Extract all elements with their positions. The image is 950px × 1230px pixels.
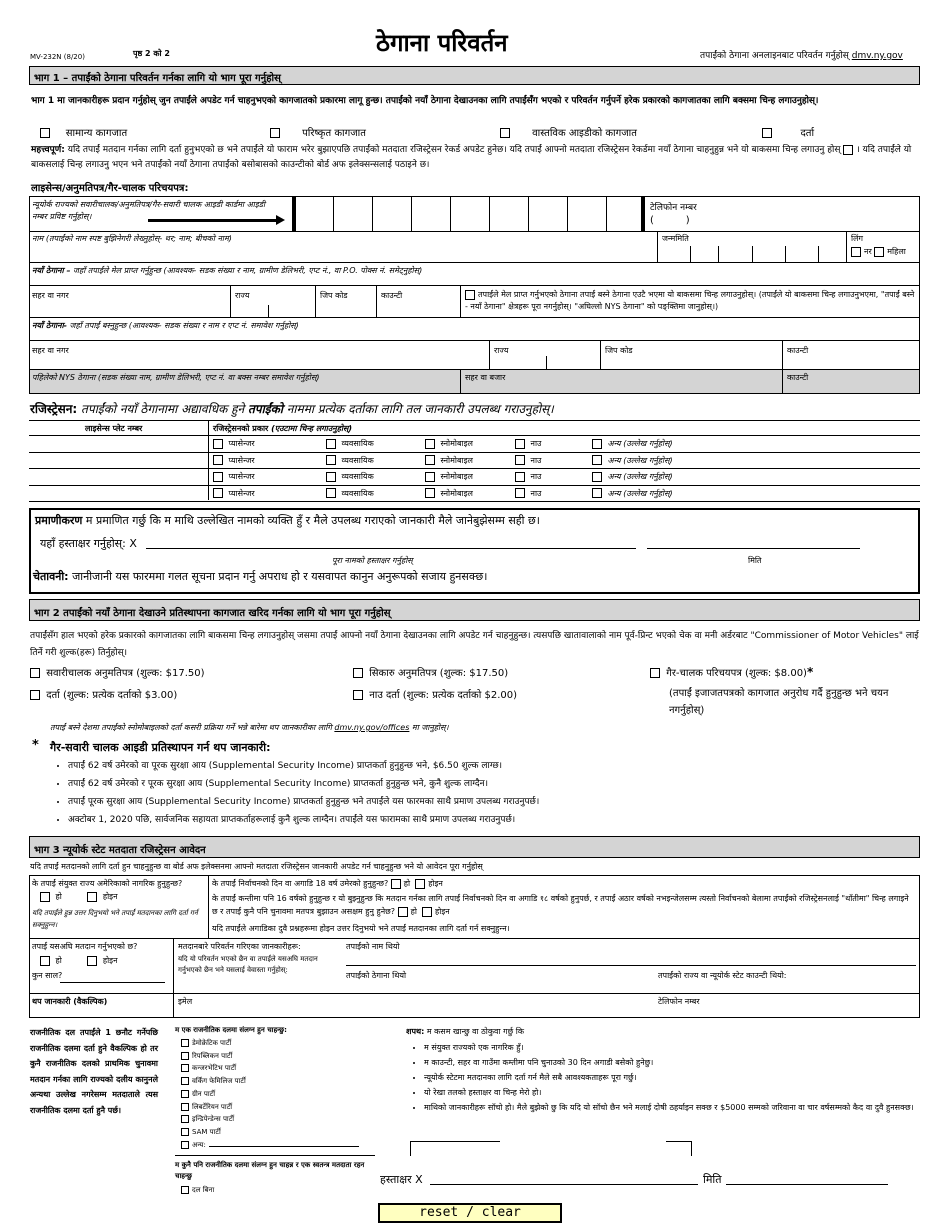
reg-type-option[interactable]: व्यवसायिक: [326, 488, 374, 499]
list-item: • माथिको जानकारीहरू सॉचो हो। मैले बुझेको छु कि यदि यो सॉचो छैन भने मलाई दोषी ठहर्याइन सक्छ र $5000 सम्मको जरिवाना वा चार वर्षसम्मको कैद वा दुवै हुनसक्छ।: [424, 1100, 934, 1115]
sex-label: लिंग: [851, 234, 863, 243]
same-address-checkbox: [465, 290, 475, 300]
zip-label: जिप कोड: [320, 291, 348, 300]
id-end-bar: [641, 196, 645, 232]
reg-type-option[interactable]: अन्य (उल्लेख गर्नुहोस्): [592, 488, 673, 499]
prev-state-label: तपाईंको राज्य वा न्यूयोर्क स्टेट काउन्टी थियो:: [658, 971, 787, 980]
new-live-label: नयाँ ठेगाना- जहाँ तपाईं बस्नुहुन्छ (आवश्यक- सडक संख्या र नाम र एप्ट नं. समावेश गर्नुहोस्): [32, 321, 299, 330]
party-option[interactable]: रिपब्लिकन पार्टी: [181, 1050, 359, 1063]
town-label: सहर वा बजार: [465, 373, 506, 382]
changed-info-label: मतदानबारे परिवर्तन गरिएका जानकारीहरू:: [178, 942, 301, 951]
age-detail[interactable]: के तपाईं कन्तीमा पनि 16 वर्षको हुनुहुन्छ र यो बुझ्नुहुन्छ कि मतदान गर्नका लागि तपाईं निर्वाचनको दिन वा अगाडि १८ वर्षको हुनुपर्छ, र तपाईं अठार वर्षको नभइन्जेलसम्म त्यस्तो निर्वाचनको बेलामा तपाईंको रजिस्ट्रेसनलाई "थाँतीमा" चिन्ह लगाइने छ र तपाईं कुनै पनि चुनावमा मतपत्र बुझाउन असक्षम हुनु हुनेछ? हो होइन: [212, 894, 909, 916]
list-item: • तपाईं पूरक सुरक्षा आय (Supplemental Security Income) प्राप्तकर्ता हुनुहुन्छ भने तपाईंले यस फारमका साथै प्रमाण उपलब्ध गराउनुपर्छ।: [68, 793, 928, 811]
list-item: • यो रेखा तलको हस्ताक्षर वा चिन्ह मेरो हो।: [424, 1085, 934, 1100]
phone-input[interactable]: ( ): [650, 215, 690, 226]
party-option[interactable]: लिबर्टेरियन पार्टी: [181, 1101, 359, 1114]
prev-address-label: पहिलेको NYS ठेगाना (सडक संख्या नाम, ग्रामीण डेलिभरी, एप्ट नं. वा बक्स नम्बर समावेश गर्नुहोस्): [32, 373, 320, 382]
certification-text: प्रमाणीकरण म प्रमाणित गर्छु कि म माथि उल्लेखित नामको व्यक्ति हुँ र मैले उपलब्ध गराएको जानकारी मैले जानेबुझेसम्म सही छ।: [35, 514, 540, 527]
part2-heading: भाग 2 तपाईंको नयाँ ठेगाना देखाउने प्रतिस्थापना कागजात खरिद गर्नका लागि यो भाग पूरा गर्नुहोस्: [29, 599, 920, 621]
checkbox[interactable]: [40, 128, 50, 138]
reg-type-option[interactable]: व्यवसायिक: [326, 455, 374, 466]
list-item: • तपाईं 62 वर्ष उमेरको वा पूरक सुरक्षा आय (Supplemental Security Income) प्राप्तकर्ता हुनुहुन्छ भने, $6.50 शुल्क लाग्छ।: [68, 757, 928, 775]
part1-heading: भाग 1 – तपाईंको ठेगाना परिवर्तन गर्नका लागि यो भाग पूरा गर्नुहोस्: [29, 66, 920, 85]
reg-type-option[interactable]: नाउ: [515, 455, 541, 466]
reg-type-option[interactable]: अन्य (उल्लेख गर्नुहोस्): [592, 471, 673, 482]
online-note: तपाईंको ठेगाना अनलाइनबाट परिवर्तन गर्नुहोस् dmv.ny.gov: [700, 51, 903, 61]
sex-options[interactable]: नर महिला: [851, 246, 906, 257]
prev-name-line[interactable]: [346, 965, 916, 966]
extra-info-box: [29, 993, 920, 1018]
reg-type-option[interactable]: प्यासेन्जर: [213, 471, 255, 482]
county-label: काउन्टी: [787, 373, 809, 382]
reg-type-option[interactable]: व्यवसायिक: [326, 438, 374, 449]
oath-list: [408, 1040, 934, 1115]
reg-row-divider: [29, 468, 920, 469]
full-sig-label: पूरा नामको हस्ताक्षर गर्नुहोस्: [332, 556, 413, 565]
reg-type-option[interactable]: नाउ: [515, 471, 541, 482]
new-mail-label: नयाँ ठेगाना – जहाँ तपाईंले मेल प्राप्त गर्नुहुन्छ (आवश्यक- सडक संख्या र नाम, ग्रामीण डेलिभरी, एप्ट नं., वा P.O. पोक्स नं. समेट्नुहोस्): [32, 266, 423, 275]
id-start-bar: [292, 196, 296, 232]
date-label: मिति: [748, 556, 762, 565]
phone-label: टेलिफोन नम्बर: [650, 203, 697, 213]
party-option[interactable]: इन्डिपेन्डेन्स पार्टी: [181, 1113, 359, 1126]
page-number: पृष्ठ 2 को 2: [133, 49, 170, 58]
party-heading: म एक राजनीतिक दलमा संलग्न हुन चाहन्छु:: [175, 1026, 287, 1034]
reg-row-divider: [29, 452, 920, 453]
voting-history-box: [29, 938, 920, 994]
reg-type-option[interactable]: स्नोमोबाइल: [425, 471, 473, 482]
no-party-heading: म कुनै पनि राजनीतिक दलमा संलग्न हुन चाहन्न र एक स्वतन्त्र मतदाता रहन चाहन्छु: [175, 1161, 365, 1180]
reg-type-option[interactable]: प्यासेन्जर: [213, 488, 255, 499]
license-heading: लाइसेन्स/अनुमतिपत्र/गैर-चालक परिचयपत्र:: [31, 183, 189, 194]
list-item: • म काउन्टी, सहर वा गाउँमा कम्तीमा पनि चुनाउको 30 दिन अगाडी बसेको हुनेछु।: [424, 1055, 934, 1070]
reg-type-option[interactable]: नाउ: [515, 488, 541, 499]
part1-intro: भाग 1 मा जानकारीहरू प्रदान गर्नुहोस् जुन तपाईंले अपडेट गर्न चाहनुभएको कागजातको प्रकारमा लागू हुन्छ। तपाईंको नयाँ ठेगाना देखाउनका लागि तपाईंसँग भएको र परिवर्तन गर्नुपर्ने हरेक प्रकारको कागजातका लागि बक्समा चिन्ह लगाउनुहोस्।: [31, 96, 819, 106]
reg-type-option[interactable]: प्यासेन्जर: [213, 455, 255, 466]
citizen-yes-no[interactable]: हो होइन: [40, 891, 118, 902]
reg-type-header: रजिस्ट्रेसनको प्रकार (एउटामा चिन्ह लगाउनुहोस्): [213, 424, 353, 433]
star-icon: *: [32, 738, 39, 753]
list-item: • अक्टोबर 1, 2020 पछि, सार्वजनिक सहायता प्राप्तकर्ताहरूलाई कुनै शुल्क लाग्दैन। तपाईंले यस फारामका साथै प्रमाण उपलब्ध गराउनुपर्छ।: [68, 811, 928, 829]
opt-note: (तपाईं इजाजतपत्रको कागजात अनुरोध गर्दै हुनुहुन्छ भने चयन नगर्नुहोस्): [669, 688, 889, 716]
part3-intro: यदि तपाईं मतदानको लागि दर्ता हुन चाहनुहुन्छ वा बोर्ड अफ इलेक्सनमा आफ्नो मतदाता रजिस्ट्रेसन जानकारी अपडेट गर्न चाहनुहुन्छ भने यो आवेदन पूरा गर्नुहोस्: [30, 862, 483, 871]
voter-signature-line[interactable]: [430, 1184, 698, 1185]
reg-row-divider: [29, 501, 920, 502]
party-option[interactable]: SAM पार्टी: [181, 1126, 359, 1139]
voted-question: तपाईं यसअघि मतदान गर्नुभएको छ?: [32, 942, 138, 951]
citizen-question: के तपाईं संयुक्त राज्य अमेरिकाको नागरिक हुनुहुन्छ?: [32, 879, 183, 888]
oath-heading: शपथ: म कसम खान्छु वा ठोकुवा गर्छु कि: [406, 1027, 524, 1036]
prev-addr-label: तपाईंको ठेगाना थियो: [346, 971, 407, 980]
registration-heading: रजिस्ट्रेसन: तपाईंको नयाँ ठेगानामा अद्यावधिक हुने तपाईंको नाममा प्रत्येक दर्ताका लागि तल जानकारी उपलब्ध गराउनुहोस्।: [30, 402, 554, 416]
changed-info-sub: यदि यो परिवर्तन भएको छैन वा तपाईंले यसअघि मतदान गर्नुभएको छैन भने यसलाई वेवास्ता गर्नुहोस्:: [178, 955, 318, 974]
extra-label: थप जानकारी (वैकल्पिक): [32, 997, 108, 1006]
warning-text: चेतावनी: जानीजानी यस फारममा गलत सूचना प्रदान गर्नु अपराध हो र यसवापत कानुन अनुरूपको सजाय हुनसक्छ।: [33, 570, 488, 583]
opt-boat-registration[interactable]: नाउ दर्ता (शुल्क: प्रत्येक दर्ताको $2.00): [353, 687, 517, 701]
reg-type-option[interactable]: स्नोमोबाइल: [425, 455, 473, 466]
zip-label: जिप कोड: [605, 346, 633, 355]
list-item: • न्यूयोर्क स्टेटमा मतदानका लागि दर्ता गर्न मैले सबै आवश्यकताहरू पूरा गर्छु।: [424, 1070, 934, 1085]
page-title: ठेगाना परिवर्तन: [376, 29, 508, 57]
sign-here-label: यहाँ हस्ताक्षर गर्नुहोस्: X: [40, 537, 137, 550]
party-option[interactable]: वर्किंग फेमिलिज पार्टी: [181, 1075, 359, 1088]
nondriver-bullets: [52, 757, 928, 829]
phone-label-voter: टेलिफोन नम्बर: [658, 997, 700, 1006]
opt-nondriver-id[interactable]: गैर-चालक परिचयपत्र (शुल्क: $8.00)*: [650, 665, 813, 679]
part3-heading: भाग 3 न्यूयोर्क स्टेट मतदाता रजिस्ट्रेसन आवेदन: [29, 836, 920, 858]
state-label: राज्य: [494, 346, 509, 355]
important-note: महत्त्वपूर्ण: यदि तपाईं मतदान गर्नका लागि दर्ता हुनुभएको छ भने तपाईंले यो फाराम भरेर बुझाएपछि तपाईंको मतदाता रजिस्ट्रेसन रेकर्ड अपडेट हुनेछ। यदि तपाईं आफ्नो मतदाता रजिस्ट्रेसन रेकर्डमा नयाँ ठेगाना चाहनुहुन्न भने यो बाकसमा चिन्ह लगाउनु होस् । यदि तपाईंले यो बाकसलाई चिन्ह लगाउनु भएन भने तपाईंको नयाँ ठेगाना तपाईंको बसोबासको काउन्टीको बोर्ड अफ इलेक्सन्सलाई पठाइने छ।: [31, 145, 912, 170]
signature-line[interactable]: [146, 548, 636, 549]
reg-type-option[interactable]: अन्य (उल्लेख गर्नुहोस्): [592, 455, 673, 466]
reset-clear-button[interactable]: reset / clear: [378, 1203, 562, 1223]
opt-registration[interactable]: दर्ता (शुल्क: प्रत्येक दर्ताको $3.00): [30, 687, 177, 701]
plate-header: लाइसेन्स प्लेट नम्बर: [85, 424, 143, 433]
age-question[interactable]: के तपाईं निर्वाचनको दिन वा अगाडि 18 वर्ष उमेरको हुनुहुन्छ? हो होइन: [212, 879, 443, 888]
reg-type-option[interactable]: अन्य (उल्लेख गर्नुहोस्): [592, 438, 673, 449]
city-label: सहर वा नगर: [32, 291, 69, 300]
snowmobile-note: तपाईं बस्ने देशमा तपाईंको स्नोमोबाइलको दर्ता कसरी प्रक्रिया गर्ने भन्ने बारेमा थप जानकारीका लागि dmv.ny.gov/offices मा जानुहोस्।: [50, 723, 449, 732]
checkbox[interactable]: [270, 128, 280, 138]
county-label: काउन्टी: [787, 346, 809, 355]
county-label: काउन्टी: [381, 291, 403, 300]
reg-row-divider: [29, 485, 920, 486]
offices-link[interactable]: dmv.ny.gov/offices: [334, 723, 410, 732]
reg-type-option[interactable]: नाउ: [515, 438, 541, 449]
email-label: इमेल: [178, 997, 193, 1006]
no-party-option[interactable]: दल बिना: [181, 1186, 214, 1195]
arrow-icon: [276, 215, 285, 225]
age-note: यदि तपाईंले अगाडिका दुवै प्रश्नहरूमा होइन उत्तर दिनुभयो भने तपाईं मतदानका लागि दर्ता गर्न सक्नुहुन्‍न।: [212, 924, 510, 933]
opt-learner-permit[interactable]: सिकारु अनुमतिपत्र (शुल्क: $17.50): [353, 665, 508, 679]
arrow-shaft: [148, 219, 278, 222]
year-line[interactable]: [60, 982, 165, 983]
voter-optout-checkbox[interactable]: [843, 145, 853, 155]
voted-yes-no[interactable]: हो होइन: [40, 955, 118, 966]
doc-type-enhanced[interactable]: परिष्कृत कागजात: [270, 125, 366, 139]
part2-intro: तपाईंसँग हाल भएको हरेक प्रकारको कागजातका लागि बाकसमा चिन्ह लगाउनुहोस् जसमा तपाईं आफ्नो नयाँ ठेगाना देखाउनका लागि अपडेट गर्न चाहनुहुन्छ। त्यसपछि खातावालाको नाम पूर्व-प्रिन्ट भएको चेक वा मनी अर्डरबाट "Commissioner of Motor Vehicles" लाई तिर्ने गरी शुल्क(हरू) तिर्नुहोस्।: [30, 631, 919, 658]
list-item: • तपाईं 62 वर्ष उमेरको र पूरक सुरक्षा आय (Supplemental Security Income) प्राप्तकर्ता हुनुहुन्छ भने, कुनै शुल्क लाग्दैन।: [68, 775, 928, 793]
reg-type-option[interactable]: स्नोमोबाइल: [425, 488, 473, 499]
same-address-note[interactable]: तपाईंले मेल प्राप्त गर्नुभएको ठेगाना तपाईं बस्ने ठेगाना एउटै भएमा यो बाकसमा चिन्ह लगाउनुहोस्। (तपाईंले यो बाकसमा चिन्ह लगाउनुभएमा, "तपाईं बस्ने - नयाँ ठेगाना" क्षेत्रहरू पूरा नगर्नुहोस्। "अघिल्लो NYS ठेगाना" को पङ्क्तिमा जानुहोस्।): [465, 290, 915, 311]
reg-type-option[interactable]: स्नोमोबाइल: [425, 438, 473, 449]
id-label: न्यूयोर्क राज्यको सवारीचालक/अनुमतिपत्र/गैर-सवारी चालक आइडी कार्डमा आइडी नम्बर प्रविष्ट गर्नुहोस्।: [32, 200, 266, 221]
voter-sign-label: हस्ताक्षर X: [380, 1173, 423, 1186]
party-option[interactable]: अन्य:: [181, 1139, 359, 1152]
state-label: राज्य: [235, 291, 250, 300]
year-question: कुन साल?: [32, 971, 63, 980]
party-option[interactable]: कन्जरभेटिभ पार्टी: [181, 1062, 359, 1075]
voter-date-label: मिति: [703, 1173, 722, 1186]
party-option[interactable]: डेमोक्रेटिक पार्टी: [181, 1037, 359, 1050]
nondriver-heading: गैर-सवारी चालक आइडी प्रतिस्थापन गर्न थप जानकारी:: [50, 741, 271, 754]
prev-name-label: तपाईंको नाम थियो: [346, 942, 400, 951]
party-option[interactable]: ग्रीन पार्टी: [181, 1088, 359, 1101]
date-line[interactable]: [647, 548, 860, 549]
list-item: • म संयुक्त राज्यको एक नागरिक हुँ।: [424, 1040, 934, 1055]
dmv-link[interactable]: dmv.ny.gov: [851, 51, 903, 61]
form-id: MV-232N (8/20): [30, 53, 85, 61]
checkbox[interactable]: [500, 128, 510, 138]
checkbox[interactable]: [762, 128, 772, 138]
name-label: नाम (तपाईंको नाम स्पष्ट बुझिनेगरी लेख्नुहोस्- थर; नाम; बीचको नाम): [32, 234, 232, 243]
doc-type-regular[interactable]: सामान्य कागजात: [40, 125, 127, 139]
dob-label: जन्ममिति: [662, 234, 689, 243]
citizen-note: यदि तपाईंले हुन्न उत्तर दिनुभयो भने तपाईं मतदानका लागि दर्ता गर्न सक्नुहुन्‍न।: [32, 909, 198, 929]
reg-type-option[interactable]: व्यवसायिक: [326, 471, 374, 482]
doc-type-registration[interactable]: दर्ता: [762, 125, 814, 139]
reg-row-divider: [29, 435, 920, 436]
party-explainer: राजनीतिक दल तपाईंले 1 छनौट गर्नेपछि राजनीतिक दलमा दर्ता हुने वैकल्पिक हो तर कुनै राजनीतिक दलको प्राथमिक चुनावमा मतदान गर्नका लागि राज्यको दलीय कानुनले अन्यथा उल्लेख नगरेसम्म मतदाताले त्यस राजनीतिक दलमा दर्ता हुनै पर्छ।: [30, 1028, 158, 1115]
city-label: सहर वा नगर: [32, 346, 69, 355]
opt-driver-license[interactable]: सवारीचालक अनुमतिपत्र (शुल्क: $17.50): [30, 665, 205, 679]
voter-date-line[interactable]: [726, 1184, 888, 1185]
reg-type-option[interactable]: प्यासेन्जर: [213, 438, 255, 449]
doc-type-realid[interactable]: वास्तविक आइडीको कागजात: [500, 125, 637, 139]
